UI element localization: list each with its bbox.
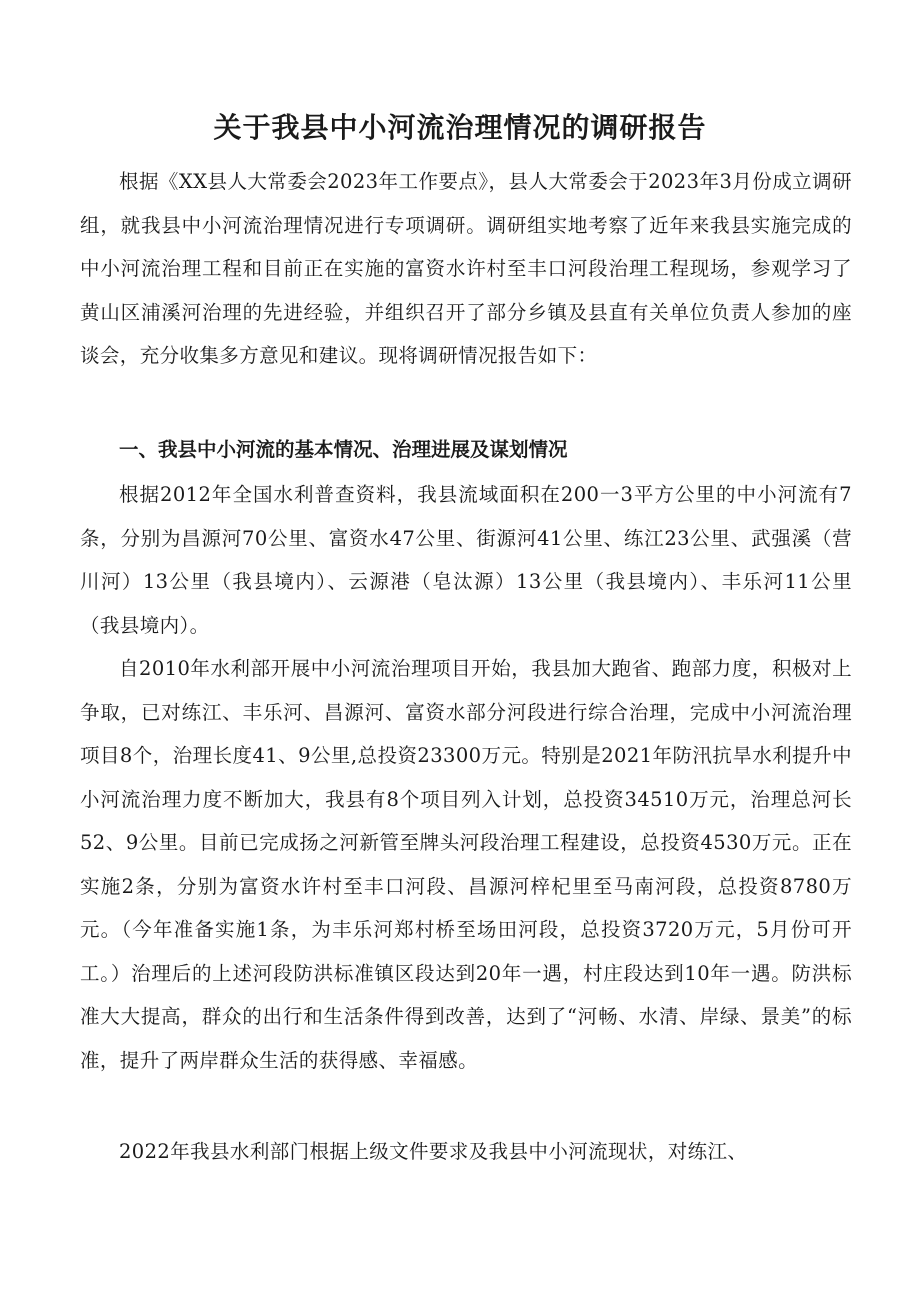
section-heading: 一、我县中小河流的基本情况、治理进展及谋划情况 [119, 438, 568, 461]
intro-paragraph: 根据《XX县人大常委会2023年工作要点》，县人大常委会于2023年3月份成立调研组，就我县中小河流治理情况进行专项调研。调研组实地考察了近年来我县实施完成的中小河流治理工程和目前正在实施的富资水许村至丰口河段治理工程现场，参观学习了黄山区浦溪河治理的先进经验，并组织召开了部分乡镇及县直有关单位负责人参加的座谈会，充分收集多方意见和建议。现将调研情况报告如下： [80, 170, 852, 367]
progress-paragraph: 自2010年水利部开展中小河流治理项目开始，我县加大跑省、跑部力度，积极对上争取，已对练江、丰乐河、昌源河、富资水部分河段进行综合治理，完成中小河流治理项目8个，治理长度41、9公里,总投资23300万元。特别是2021年防汛抗旱水利提升中小河流治理力度不断加大，我县有8个项目列入计划，总投资34510万元，治理总河长52、9公里。目前已完成扬之河新管至牌头河段治理工程建设，总投资4530万元。正在实施2条，分别为富资水许村至丰口河段、昌源河梓杞里至马南河段，总投资8780万元。（今年准备实施1条，为丰乐河郑村桥至场田河段，总投资3720万元，5月份可开工。）治理后的上述河段防洪标准镇区段达到20年一遇，村庄段达到10年一遇。防洪标准大大提高，群众的出行和生活条件得到改善，达到了“河畅、水清、岸绿、景美”的标准，提升了两岸群众生活的获得感、幸福感。 [80, 657, 852, 1072]
document-title: 关于我县中小河流治理情况的调研报告 [213, 111, 707, 144]
basic-info-paragraph: 根据2012年全国水利普查资料，我县流域面积在200一3平方公里的中小河流有7条，分别为昌源河70公里、富资水47公里、街源河41公里、练江23公里、武强溪（营川河）13公里（我县境内）、云源港（皂汰源）13公里（我县境内）、丰乐河11公里（我县境内）。 [80, 483, 852, 637]
planning-paragraph: 2022年我县水利部门根据上级文件要求及我县中小河流现状，对练江、 [119, 1140, 748, 1163]
